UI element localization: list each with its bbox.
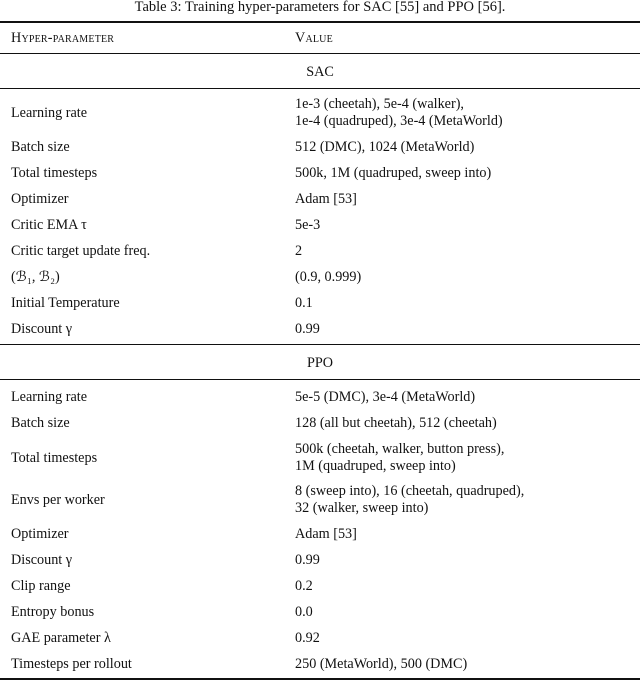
table-row-param: GAE parameter λ: [11, 630, 111, 646]
table-row-param: Learning rate: [11, 389, 88, 405]
table-row-value: 128 (all but cheetah), 512 (cheetah): [295, 415, 497, 431]
table-row-value: Adam [53]: [295, 526, 357, 542]
table-row-param: Envs per worker: [11, 492, 105, 508]
table-row-param: Critic EMA τ: [11, 217, 87, 233]
table-row-value: 250 (MetaWorld), 500 (DMC): [295, 656, 468, 672]
value-line: 8 (sweep into), 16 (cheetah, quadruped),: [295, 483, 525, 499]
value-line: 1e-4 (quadruped), 3e-4 (MetaWorld): [295, 113, 503, 129]
section-title-ppo: PPO: [306, 355, 334, 371]
table-row-param: Learning rate: [11, 105, 88, 121]
table-row-value: 512 (DMC), 1024 (MetaWorld): [295, 139, 475, 155]
table-row-value: Adam [53]: [295, 191, 357, 207]
table-row-param: Total timesteps: [11, 165, 98, 181]
table-row-param: Clip range: [11, 578, 71, 594]
table-row-value: 0.0: [295, 604, 313, 620]
sac-rule: [0, 88, 640, 89]
table-row-value: [295, 441, 504, 475]
header-rule: [0, 53, 640, 54]
table-row-value: 0.2: [295, 578, 313, 594]
table-row-param: (ℬ₁, ℬ₂): [11, 269, 60, 285]
table-row-param: Optimizer: [11, 526, 69, 542]
table-row-param: Initial Temperature: [11, 295, 120, 311]
table-row-param: Critic target update freq.: [11, 243, 151, 259]
value-line: 32 (walker, sweep into): [295, 500, 429, 516]
table-row-value: 0.1: [295, 295, 313, 311]
value-line: 500k (cheetah, walker, button press),: [295, 441, 505, 457]
bottom-rule: [0, 678, 640, 680]
value-line: 1e-3 (cheetah), 5e-4 (walker),: [295, 96, 464, 112]
table-row-param: Discount γ: [11, 321, 73, 337]
table-row-param: Batch size: [11, 139, 70, 155]
ppo-top-rule: [0, 344, 640, 345]
table-row-value: [295, 96, 503, 130]
table-row-value: 0.99: [295, 321, 320, 337]
header-hyper-parameter: Hyper-parameter: [11, 30, 115, 46]
ppo-rule: [0, 379, 640, 380]
value-line: 1M (quadruped, sweep into): [295, 458, 456, 474]
table-row-param: Timesteps per rollout: [11, 656, 132, 672]
table-row-value: 0.99: [295, 552, 320, 568]
table-row-param: Batch size: [11, 415, 70, 431]
top-rule: [0, 21, 640, 23]
table-caption: Table 3: Training hyper-parameters for SAC [55] and PPO [56].: [134, 0, 506, 15]
table-row-param: Optimizer: [11, 191, 69, 207]
table-row-value: [295, 483, 524, 517]
table-row-value: 0.92: [295, 630, 320, 646]
table-row-param: Total timesteps: [11, 450, 98, 466]
table-row-param: Discount γ: [11, 552, 73, 568]
table-row-value: 5e-5 (DMC), 3e-4 (MetaWorld): [295, 389, 476, 405]
table-row-param: Entropy bonus: [11, 604, 95, 620]
table-row-value: 2: [295, 243, 303, 259]
table-row-value: 5e-3: [295, 217, 321, 233]
table-row-value: (0.9, 0.999): [295, 269, 362, 285]
header-value: Value: [295, 30, 333, 46]
section-title-sac: SAC: [306, 64, 334, 80]
table-row-value: 500k, 1M (quadruped, sweep into): [295, 165, 492, 181]
